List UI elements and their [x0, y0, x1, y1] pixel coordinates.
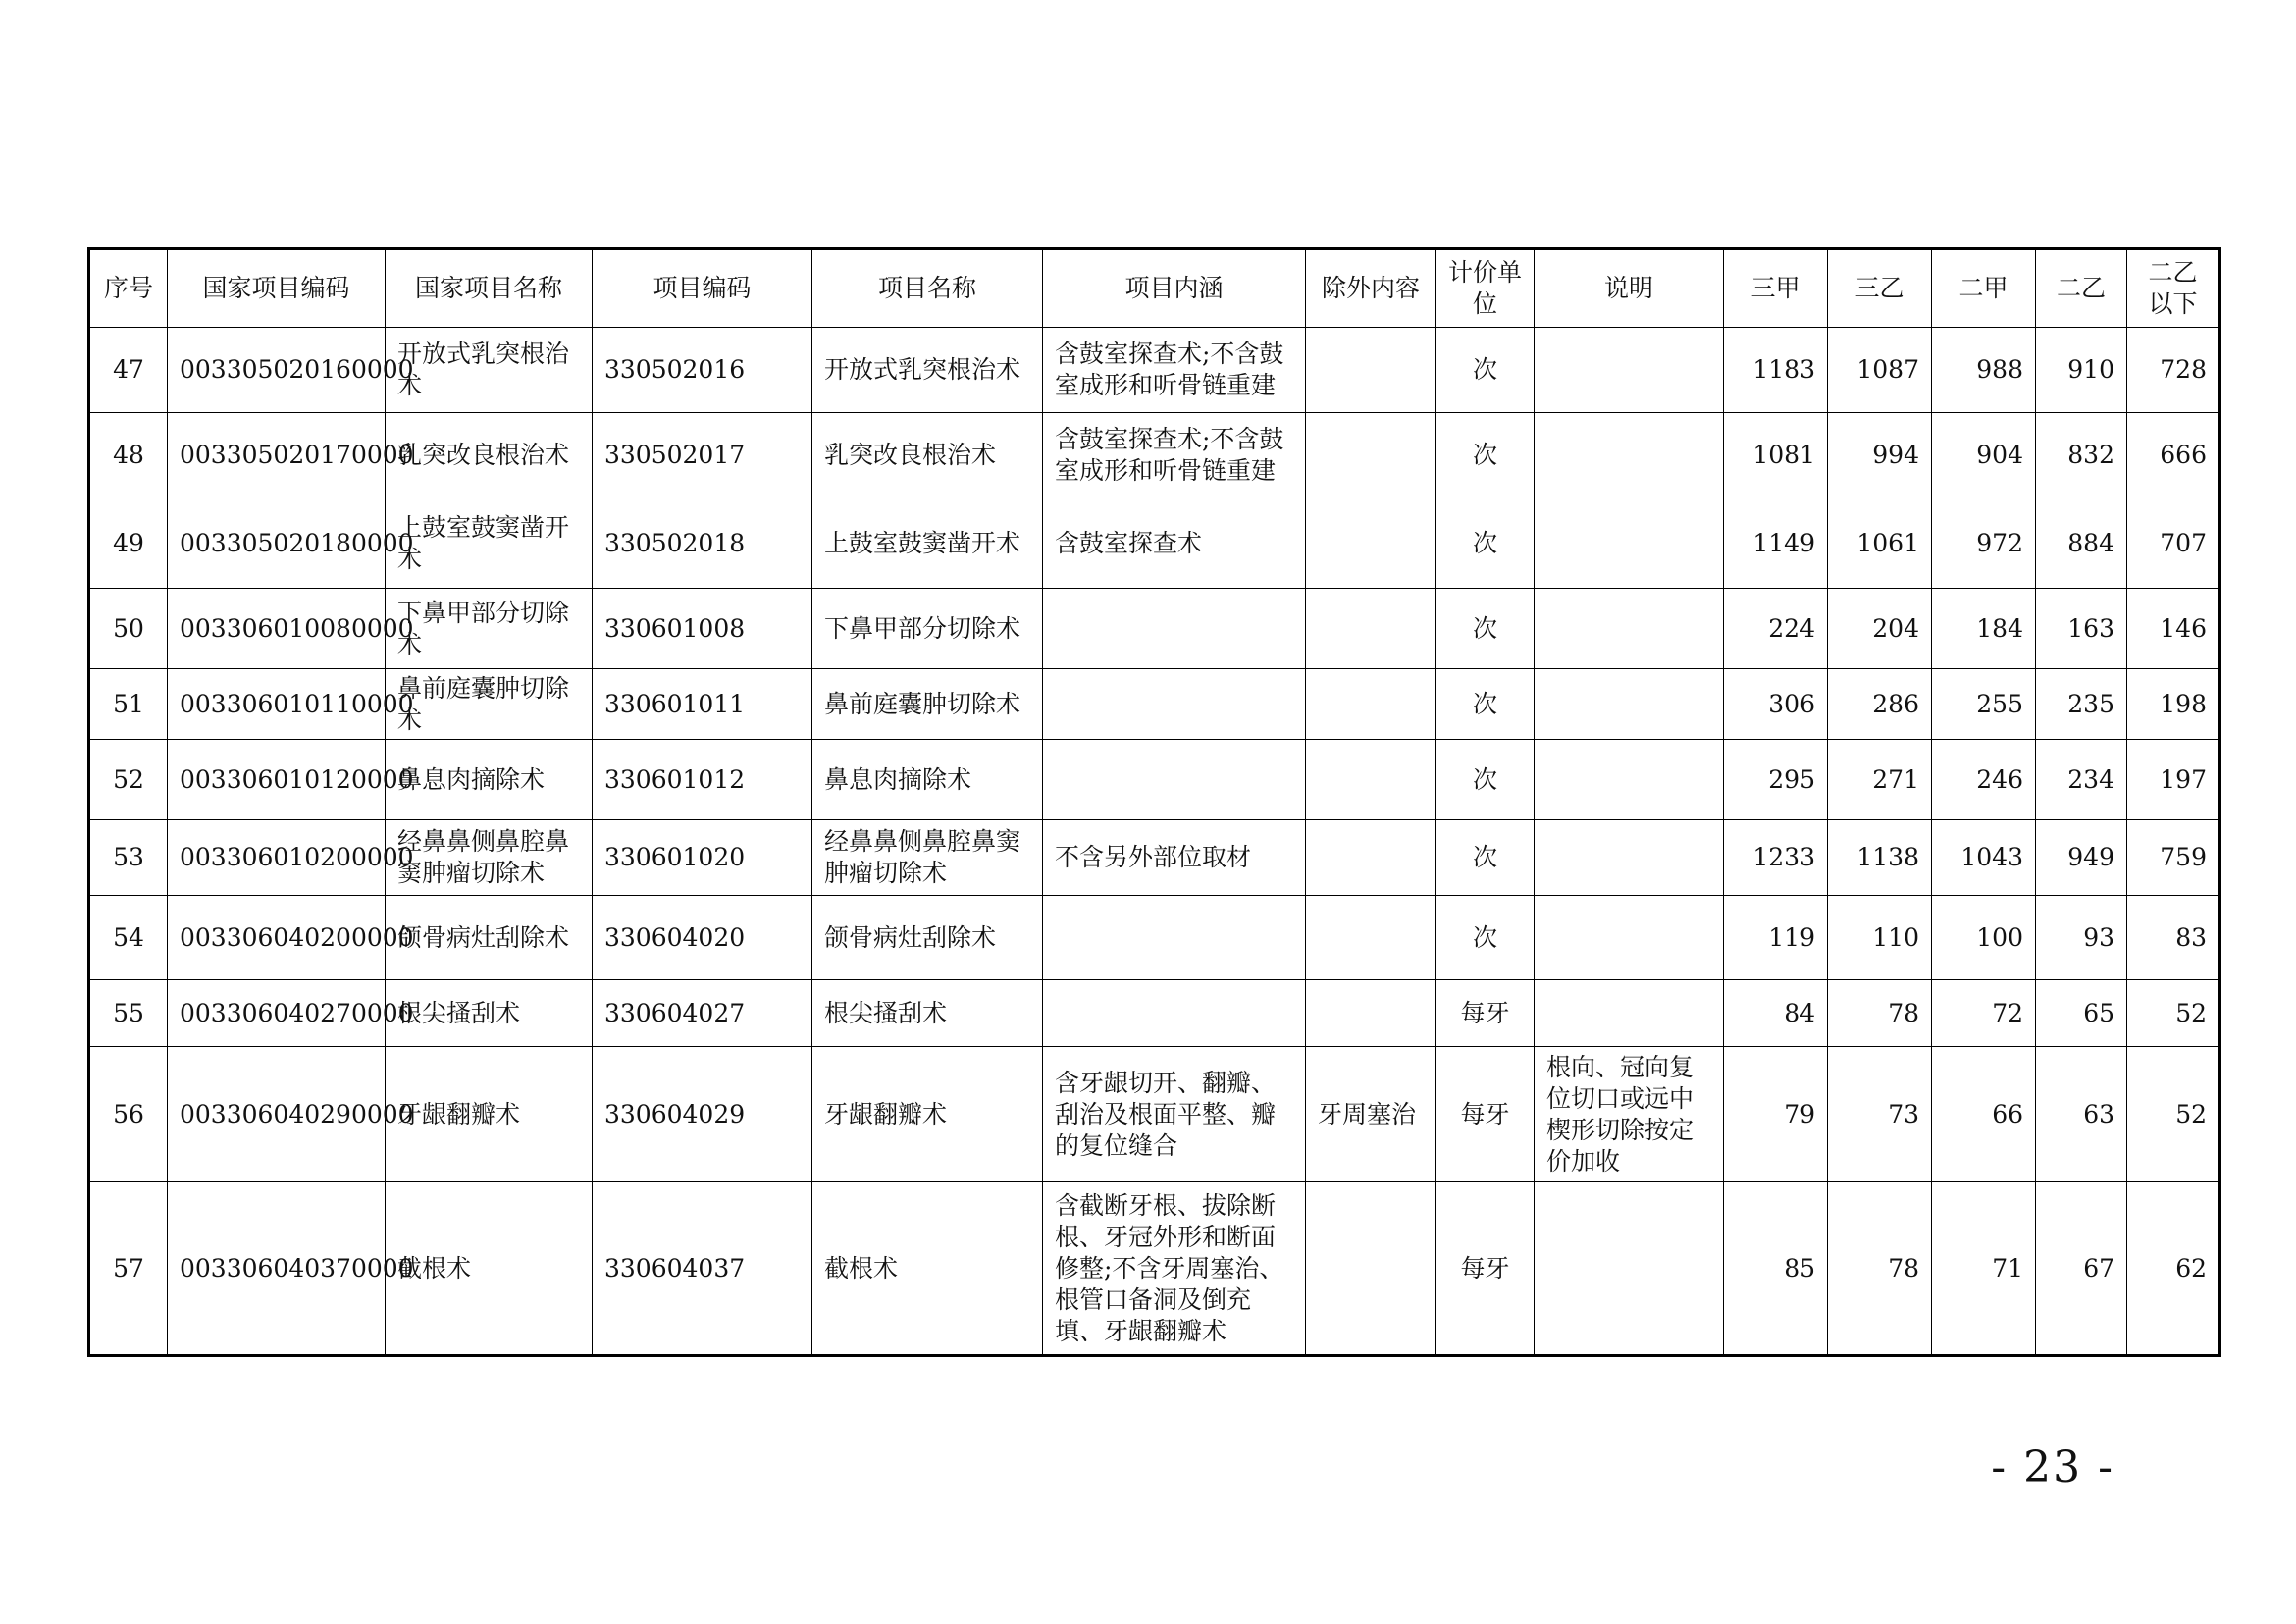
table-row	[89, 669, 2220, 740]
cell-price-tier-4: 67	[2036, 1182, 2127, 1356]
cell-item-name: 上鼓室鼓窦凿开术	[812, 498, 1043, 589]
table-body	[89, 328, 2220, 1356]
cell-exclusion	[1306, 669, 1436, 740]
header-seq: 序号	[89, 249, 168, 328]
table-row	[89, 328, 2220, 413]
cell-price-tier-2: 78	[1828, 1182, 1932, 1356]
cell-item-name: 鼻前庭囊肿切除术	[812, 669, 1043, 740]
cell-seq: 53	[89, 820, 168, 896]
cell-exclusion	[1306, 589, 1436, 669]
cell-price-tier-5: 62	[2127, 1182, 2220, 1356]
cell-item-code: 330604037	[593, 1182, 812, 1356]
cell-price-tier-4: 234	[2036, 740, 2127, 820]
cell-item-code: 330502018	[593, 498, 812, 589]
cell-price-tier-2: 78	[1828, 980, 1932, 1047]
cell-item-name: 截根术	[812, 1182, 1043, 1356]
cell-item-code: 330604020	[593, 896, 812, 980]
cell-note	[1535, 1182, 1724, 1356]
cell-price-tier-1: 1233	[1724, 820, 1828, 896]
cell-price-tier-3: 71	[1932, 1182, 2036, 1356]
cell-price-tier-5: 83	[2127, 896, 2220, 980]
cell-exclusion	[1306, 498, 1436, 589]
cell-national-code: 003305020170000	[168, 413, 386, 498]
cell-content	[1043, 669, 1306, 740]
cell-item-code: 330601008	[593, 589, 812, 669]
cell-national-name: 经鼻鼻侧鼻腔鼻窦肿瘤切除术	[386, 820, 593, 896]
cell-note	[1535, 413, 1724, 498]
cell-item-name: 开放式乳突根治术	[812, 328, 1043, 413]
cell-price-tier-2: 73	[1828, 1047, 1932, 1182]
cell-national-code: 003306010080000	[168, 589, 386, 669]
cell-item-name: 颌骨病灶刮除术	[812, 896, 1043, 980]
table-row	[89, 498, 2220, 589]
cell-unit: 每牙	[1436, 980, 1535, 1047]
cell-item-name: 下鼻甲部分切除术	[812, 589, 1043, 669]
table-row	[89, 896, 2220, 980]
header-price-tier-3: 二甲	[1932, 249, 2036, 328]
cell-national-code: 003305020160000	[168, 328, 386, 413]
cell-national-name: 上鼓室鼓窦凿开术	[386, 498, 593, 589]
cell-price-tier-1: 1081	[1724, 413, 1828, 498]
cell-seq: 55	[89, 980, 168, 1047]
cell-item-code: 330502017	[593, 413, 812, 498]
cell-unit: 次	[1436, 740, 1535, 820]
cell-price-tier-5: 759	[2127, 820, 2220, 896]
header-note: 说明	[1535, 249, 1724, 328]
cell-price-tier-1: 295	[1724, 740, 1828, 820]
cell-exclusion	[1306, 896, 1436, 980]
cell-note	[1535, 328, 1724, 413]
cell-price-tier-5: 197	[2127, 740, 2220, 820]
cell-price-tier-5: 52	[2127, 1047, 2220, 1182]
cell-note	[1535, 669, 1724, 740]
cell-item-name: 乳突改良根治术	[812, 413, 1043, 498]
cell-content: 含鼓室探查术;不含鼓室成形和听骨链重建	[1043, 413, 1306, 498]
cell-national-code: 003305020180000	[168, 498, 386, 589]
table-row	[89, 1047, 2220, 1182]
cell-price-tier-2: 110	[1828, 896, 1932, 980]
header-price-tier-4: 二乙	[2036, 249, 2127, 328]
cell-price-tier-5: 728	[2127, 328, 2220, 413]
cell-price-tier-3: 255	[1932, 669, 2036, 740]
cell-price-tier-4: 163	[2036, 589, 2127, 669]
cell-price-tier-3: 100	[1932, 896, 2036, 980]
cell-exclusion	[1306, 413, 1436, 498]
cell-national-code: 003306040370000	[168, 1182, 386, 1356]
header-price-tier-2: 三乙	[1828, 249, 1932, 328]
cell-price-tier-3: 184	[1932, 589, 2036, 669]
cell-price-tier-1: 1183	[1724, 328, 1828, 413]
table-row	[89, 980, 2220, 1047]
header-national-code: 国家项目编码	[168, 249, 386, 328]
cell-unit: 次	[1436, 413, 1535, 498]
cell-exclusion	[1306, 820, 1436, 896]
cell-price-tier-1: 85	[1724, 1182, 1828, 1356]
cell-item-code: 330601020	[593, 820, 812, 896]
cell-exclusion: 牙周塞治	[1306, 1047, 1436, 1182]
cell-item-name: 鼻息肉摘除术	[812, 740, 1043, 820]
cell-national-name: 鼻前庭囊肿切除术	[386, 669, 593, 740]
cell-national-code: 003306010120000	[168, 740, 386, 820]
cell-note	[1535, 740, 1724, 820]
cell-exclusion	[1306, 328, 1436, 413]
cell-national-name: 下鼻甲部分切除术	[386, 589, 593, 669]
cell-price-tier-5: 198	[2127, 669, 2220, 740]
cell-price-tier-1: 79	[1724, 1047, 1828, 1182]
cell-item-code: 330604029	[593, 1047, 812, 1182]
cell-price-tier-1: 306	[1724, 669, 1828, 740]
cell-price-tier-2: 994	[1828, 413, 1932, 498]
cell-price-tier-1: 1149	[1724, 498, 1828, 589]
cell-unit: 每牙	[1436, 1047, 1535, 1182]
cell-item-code: 330502016	[593, 328, 812, 413]
table-row	[89, 740, 2220, 820]
cell-note	[1535, 896, 1724, 980]
cell-price-tier-2: 1087	[1828, 328, 1932, 413]
cell-price-tier-3: 1043	[1932, 820, 2036, 896]
cell-content: 含鼓室探查术;不含鼓室成形和听骨链重建	[1043, 328, 1306, 413]
cell-content: 含牙龈切开、翻瓣、刮治及根面平整、瓣的复位缝合	[1043, 1047, 1306, 1182]
cell-seq: 54	[89, 896, 168, 980]
table-header-row	[89, 249, 2220, 328]
cell-price-tier-4: 832	[2036, 413, 2127, 498]
cell-national-name: 根尖搔刮术	[386, 980, 593, 1047]
header-price-tier-5: 二乙以下	[2127, 249, 2220, 328]
cell-exclusion	[1306, 740, 1436, 820]
cell-price-tier-3: 66	[1932, 1047, 2036, 1182]
cell-price-tier-1: 84	[1724, 980, 1828, 1047]
price-table	[87, 247, 2221, 1357]
header-unit: 计价单位	[1436, 249, 1535, 328]
cell-unit: 每牙	[1436, 1182, 1535, 1356]
cell-unit: 次	[1436, 669, 1535, 740]
cell-content	[1043, 896, 1306, 980]
cell-national-name: 鼻息肉摘除术	[386, 740, 593, 820]
cell-price-tier-3: 72	[1932, 980, 2036, 1047]
table-row	[89, 820, 2220, 896]
cell-content	[1043, 589, 1306, 669]
cell-unit: 次	[1436, 498, 1535, 589]
table-row	[89, 1182, 2220, 1356]
cell-note	[1535, 820, 1724, 896]
cell-price-tier-4: 93	[2036, 896, 2127, 980]
cell-price-tier-4: 884	[2036, 498, 2127, 589]
cell-price-tier-2: 271	[1828, 740, 1932, 820]
cell-item-name: 经鼻鼻侧鼻腔鼻窦肿瘤切除术	[812, 820, 1043, 896]
cell-note	[1535, 589, 1724, 669]
cell-price-tier-1: 119	[1724, 896, 1828, 980]
cell-price-tier-3: 988	[1932, 328, 2036, 413]
cell-price-tier-2: 1138	[1828, 820, 1932, 896]
cell-seq: 57	[89, 1182, 168, 1356]
cell-content	[1043, 740, 1306, 820]
cell-note	[1535, 980, 1724, 1047]
cell-price-tier-5: 707	[2127, 498, 2220, 589]
cell-unit: 次	[1436, 820, 1535, 896]
header-item-name: 项目名称	[812, 249, 1043, 328]
cell-national-code: 003306010200000	[168, 820, 386, 896]
cell-seq: 47	[89, 328, 168, 413]
cell-unit: 次	[1436, 589, 1535, 669]
cell-price-tier-5: 146	[2127, 589, 2220, 669]
cell-note	[1535, 498, 1724, 589]
cell-content: 含截断牙根、拔除断根、牙冠外形和断面修整;不含牙周塞治、根管口备洞及倒充填、牙龈翻瓣术	[1043, 1182, 1306, 1356]
cell-price-tier-3: 904	[1932, 413, 2036, 498]
cell-price-tier-5: 52	[2127, 980, 2220, 1047]
header-exclusion: 除外内容	[1306, 249, 1436, 328]
header-national-name: 国家项目名称	[386, 249, 593, 328]
header-content: 项目内涵	[1043, 249, 1306, 328]
cell-national-name: 颌骨病灶刮除术	[386, 896, 593, 980]
cell-price-tier-5: 666	[2127, 413, 2220, 498]
cell-exclusion	[1306, 1182, 1436, 1356]
header-item-code: 项目编码	[593, 249, 812, 328]
cell-item-code: 330604027	[593, 980, 812, 1047]
cell-item-code: 330601011	[593, 669, 812, 740]
cell-price-tier-4: 949	[2036, 820, 2127, 896]
cell-item-name: 根尖搔刮术	[812, 980, 1043, 1047]
cell-price-tier-1: 224	[1724, 589, 1828, 669]
cell-content: 含鼓室探查术	[1043, 498, 1306, 589]
cell-price-tier-2: 204	[1828, 589, 1932, 669]
cell-national-code: 003306010110000	[168, 669, 386, 740]
cell-item-name: 牙龈翻瓣术	[812, 1047, 1043, 1182]
cell-content	[1043, 980, 1306, 1047]
page-number: - 23 -	[1991, 1442, 2114, 1493]
cell-national-code: 003306040290000	[168, 1047, 386, 1182]
cell-seq: 48	[89, 413, 168, 498]
cell-unit: 次	[1436, 328, 1535, 413]
cell-national-name: 开放式乳突根治术	[386, 328, 593, 413]
cell-seq: 51	[89, 669, 168, 740]
cell-price-tier-4: 63	[2036, 1047, 2127, 1182]
cell-note: 根向、冠向复位切口或远中楔形切除按定价加收	[1535, 1047, 1724, 1182]
cell-price-tier-2: 1061	[1828, 498, 1932, 589]
cell-price-tier-3: 246	[1932, 740, 2036, 820]
cell-seq: 50	[89, 589, 168, 669]
cell-exclusion	[1306, 980, 1436, 1047]
cell-price-tier-3: 972	[1932, 498, 2036, 589]
header-price-tier-1: 三甲	[1724, 249, 1828, 328]
cell-content: 不含另外部位取材	[1043, 820, 1306, 896]
cell-national-name: 牙龈翻瓣术	[386, 1047, 593, 1182]
table-row	[89, 589, 2220, 669]
cell-price-tier-4: 910	[2036, 328, 2127, 413]
cell-national-name: 乳突改良根治术	[386, 413, 593, 498]
cell-price-tier-2: 286	[1828, 669, 1932, 740]
cell-seq: 52	[89, 740, 168, 820]
cell-item-code: 330601012	[593, 740, 812, 820]
cell-national-code: 003306040270000	[168, 980, 386, 1047]
table-row	[89, 413, 2220, 498]
cell-price-tier-4: 235	[2036, 669, 2127, 740]
cell-unit: 次	[1436, 896, 1535, 980]
cell-national-code: 003306040200000	[168, 896, 386, 980]
cell-seq: 56	[89, 1047, 168, 1182]
cell-national-name: 截根术	[386, 1182, 593, 1356]
cell-seq: 49	[89, 498, 168, 589]
cell-price-tier-4: 65	[2036, 980, 2127, 1047]
